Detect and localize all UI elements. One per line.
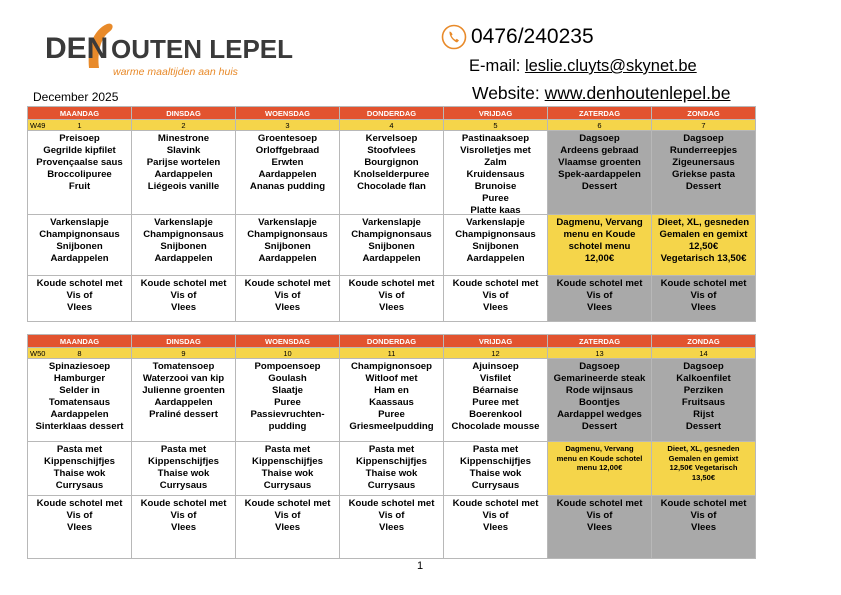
day-header: MAANDAG <box>28 107 132 120</box>
menu-item: Spek-aardappelen <box>558 169 641 180</box>
menu-item: Dagsoep <box>683 133 724 144</box>
menu-item: Vis of <box>482 510 509 521</box>
menu-item: Tomatensoep <box>152 361 215 372</box>
menu-item: Vlees <box>690 302 717 313</box>
menu-cell <box>236 496 340 559</box>
date-cell <box>28 348 132 359</box>
menu-item: Selder in <box>59 385 100 396</box>
menu-item: Thaise wok <box>53 468 106 479</box>
date-number: 4 <box>389 121 394 130</box>
menu-item: Julienne groenten <box>142 385 225 396</box>
menu-item: Groentesoep <box>257 133 318 144</box>
menu-item: Pasta met <box>160 444 207 455</box>
menu-item: Vlees <box>482 302 509 313</box>
contact-website <box>472 83 730 104</box>
menu-cell <box>548 442 652 496</box>
menu-item: Spinaziesoep <box>48 361 111 372</box>
menu-item: Vlees <box>66 522 93 533</box>
menu-item: Slavink <box>166 145 201 156</box>
day-header: ZATERDAG <box>548 335 652 348</box>
menu-item: Dagmenu, Vervang <box>565 444 634 453</box>
menu-cell <box>340 442 444 496</box>
menu-item: Varkenslapje <box>154 217 213 228</box>
menu-item: Orloffgebraad <box>255 145 320 156</box>
menu-cell <box>548 276 652 322</box>
menu-item: Erwten <box>271 157 304 168</box>
email-label: E-mail: <box>469 57 521 75</box>
menu-item: Vis of <box>66 290 93 301</box>
menu-item: Preisoep <box>59 133 100 144</box>
menu-item: Hamburger <box>53 373 106 384</box>
menu-item: 12,50€ <box>688 241 719 252</box>
contact-phone <box>441 24 594 50</box>
date-cell <box>548 120 652 131</box>
menu-item: Tomatensaus <box>48 397 111 408</box>
menu-item: Currysaus <box>55 480 104 491</box>
menu-item: Champignonsaus <box>455 229 536 240</box>
menu-item: Visrolletjes met <box>460 145 531 156</box>
menu-item: Aardappelen <box>362 253 421 264</box>
menu-cell <box>236 215 340 276</box>
date-cell <box>548 348 652 359</box>
menu-item: Brunoise <box>474 181 517 192</box>
menu-item: Kippenschijfjes <box>252 456 323 467</box>
menu-cell <box>652 442 756 496</box>
menu-item: Vis of <box>170 510 197 521</box>
menu-item: Kaassaus <box>369 397 414 408</box>
menu-item: Dessert <box>685 181 722 192</box>
phone-icon <box>441 24 467 50</box>
menu-item: Witloof met <box>365 373 418 384</box>
day-header: WOENSDAG <box>236 335 340 348</box>
menu-item: Vlees <box>170 302 197 313</box>
menu-item: Koude schotel met <box>348 278 435 289</box>
menu-cell <box>132 215 236 276</box>
logo-text-den: DEN <box>45 32 109 65</box>
menu-item: Pasta met <box>56 444 103 455</box>
menu-cell <box>28 131 132 215</box>
menu-item: Fruit <box>68 181 91 192</box>
menu-item: Vis of <box>274 510 301 521</box>
menu-item: Vlaamse groenten <box>558 157 641 168</box>
date-cell <box>652 348 756 359</box>
menu-item: schotel menu <box>568 241 631 252</box>
date-cell <box>444 120 548 131</box>
menu-item: Champignonsoep <box>350 361 432 372</box>
menu-item: Vis of <box>482 290 509 301</box>
day-header: ZATERDAG <box>548 107 652 120</box>
menu-item: Zalm <box>484 157 507 168</box>
menu-item: Rode wijnsaus <box>565 385 634 396</box>
menu-item: Dagmenu, Vervang <box>556 217 643 228</box>
menu-item: Dagsoep <box>683 361 724 372</box>
date-cell <box>236 120 340 131</box>
menu-item: Ananas pudding <box>249 181 326 192</box>
menu-item: Kippenschijfjes <box>460 456 531 467</box>
menu-item: Gegrilde kipfilet <box>43 145 116 156</box>
menu-item: Dessert <box>685 421 722 432</box>
phone-number: 0476/240235 <box>471 25 594 48</box>
menu-cell <box>340 276 444 322</box>
week-number: W49 <box>30 121 46 130</box>
menu-item: Chocolade flan <box>357 181 426 192</box>
date-number: 9 <box>181 349 186 358</box>
menu-item: Waterzooi van kip <box>142 373 225 384</box>
menu-item: Aardappel wedges <box>557 409 642 420</box>
menu-item: Vlees <box>170 522 197 533</box>
menu-item: Snijbonen <box>160 241 207 252</box>
menu-item: Provençaalse saus <box>36 157 123 168</box>
menu-item: Gemarineerde steak <box>553 373 646 384</box>
week-number: W50 <box>30 349 46 358</box>
menu-cell <box>548 131 652 215</box>
menu-item: Vlees <box>690 522 717 533</box>
menu-cell <box>652 215 756 276</box>
menu-item: Kippenschijfjes <box>356 456 427 467</box>
menu-item: Vis of <box>586 290 613 301</box>
menu-cell <box>132 276 236 322</box>
menu-item: Aardappelen <box>154 169 213 180</box>
date-number: 2 <box>181 121 186 130</box>
menu-cell <box>548 215 652 276</box>
menu-item: Snijbonen <box>472 241 519 252</box>
menu-cell <box>340 131 444 215</box>
date-cell <box>340 348 444 359</box>
date-number: 6 <box>597 121 602 130</box>
menu-item: Béarnaise <box>472 385 519 396</box>
menu-item: Dieet, XL, gesneden <box>667 444 740 453</box>
menu-item: Snijbonen <box>56 241 103 252</box>
contact-email <box>469 57 697 76</box>
date-number: 7 <box>701 121 706 130</box>
menu-cell <box>548 496 652 559</box>
menu-item: Champignonsaus <box>143 229 224 240</box>
week-w50 <box>27 334 756 559</box>
menu-item: Vis of <box>690 510 717 521</box>
menu-item: Koude schotel met <box>140 278 227 289</box>
menu-item: Zigeunersaus <box>672 157 735 168</box>
day-header: WOENSDAG <box>236 107 340 120</box>
page-number: 1 <box>417 560 424 572</box>
menu-cell <box>132 496 236 559</box>
menu-item: Goulash <box>268 373 307 384</box>
menu-item: Pompoensoep <box>254 361 321 372</box>
menu-item: Varkenslapje <box>50 217 109 228</box>
menu-item: Vlees <box>482 522 509 533</box>
menu-item: Champignonsaus <box>247 229 328 240</box>
menu-cell <box>652 359 756 442</box>
menu-item: Vlees <box>274 522 301 533</box>
menu-item: Currysaus <box>471 480 520 491</box>
menu-item: Pastinaaksoep <box>461 133 530 144</box>
day-header: VRIJDAG <box>444 335 548 348</box>
menu-item: Koude schotel met <box>660 278 747 289</box>
menu-item: Puree met <box>472 397 519 408</box>
menu-item: Kippenschijfjes <box>148 456 219 467</box>
menu-item: Koude schotel met <box>660 498 747 509</box>
menu-item: Thaise wok <box>469 468 522 479</box>
menu-item: Snijbonen <box>264 241 311 252</box>
week-w49 <box>27 106 756 322</box>
menu-item: Thaise wok <box>157 468 210 479</box>
menu-cell <box>132 442 236 496</box>
date-number: 13 <box>595 349 604 358</box>
menu-item: Vis of <box>170 290 197 301</box>
menu-item: Vis of <box>274 290 301 301</box>
menu-item: Broccolipuree <box>47 169 112 180</box>
menu-item: menu en Koude <box>563 229 636 240</box>
menu-item: Varkenslapje <box>258 217 317 228</box>
menu-item: Champignonsaus <box>351 229 432 240</box>
month-label: December 2025 <box>33 90 119 104</box>
date-number: 5 <box>493 121 498 130</box>
day-header: DONDERDAG <box>340 335 444 348</box>
menu-cell <box>28 359 132 442</box>
menu-cell <box>444 215 548 276</box>
menu-item: Thaise wok <box>365 468 418 479</box>
menu-item: Liégeois vanille <box>147 181 220 192</box>
date-cell <box>444 348 548 359</box>
menu-item: Kervelsoep <box>365 133 418 144</box>
menu-item: Vlees <box>378 522 405 533</box>
menu-item: Gemalen en gemixt <box>668 453 739 463</box>
menu-item: Visfilet <box>479 373 512 384</box>
day-header: DONDERDAG <box>340 107 444 120</box>
menu-item: Vlees <box>378 302 405 313</box>
day-header: ZONDAG <box>652 335 756 348</box>
logo <box>41 18 294 88</box>
menu-item: 12,00€ <box>584 253 615 264</box>
menu-cell <box>28 442 132 496</box>
menu-item: Dieet, XL, gesneden <box>657 217 750 228</box>
menu-cell <box>548 359 652 442</box>
menu-item: Dagsoep <box>579 133 620 144</box>
menu-item: Koude schotel met <box>244 498 331 509</box>
menu-item: Parijse wortelen <box>146 157 221 168</box>
menu-item: Varkenslapje <box>362 217 421 228</box>
menu-item: Aardappelen <box>466 253 525 264</box>
menu-item: Currysaus <box>263 480 312 491</box>
menu-item: Slaatje <box>272 385 303 396</box>
menu-item: Vis of <box>378 290 405 301</box>
menu-item: Passievruchten- <box>250 409 325 420</box>
menu-item: Koude schotel met <box>556 278 643 289</box>
date-number: 1 <box>77 121 82 130</box>
date-number: 14 <box>699 349 708 358</box>
menu-cell <box>652 276 756 322</box>
menu-item: Rijst <box>693 409 714 420</box>
date-cell <box>340 120 444 131</box>
date-cell <box>132 348 236 359</box>
menu-cell <box>28 496 132 559</box>
menu-item: Vlees <box>274 302 301 313</box>
menu-cell <box>652 131 756 215</box>
logo-tagline: warme maaltijden aan huis <box>113 66 238 78</box>
menu-item: Koude schotel met <box>556 498 643 509</box>
menu-item: Currysaus <box>159 480 208 491</box>
menu-item: Griekse pasta <box>672 169 735 180</box>
menu-cell <box>444 442 548 496</box>
menu-item: Snijbonen <box>368 241 415 252</box>
menu-item: Ham en <box>374 385 409 396</box>
menu-item: Koude schotel met <box>244 278 331 289</box>
menu-cell <box>28 276 132 322</box>
menu-cell <box>340 496 444 559</box>
menu-item: Sinterklaas dessert <box>35 421 124 432</box>
date-number: 12 <box>491 349 500 358</box>
menu-item: Currysaus <box>367 480 416 491</box>
menu-item: Runderreepjes <box>669 145 738 156</box>
menu-item: 12,50€ Vegetarisch <box>669 463 738 472</box>
menu-cell <box>236 442 340 496</box>
menu-item: Puree <box>482 193 509 204</box>
menu-item: Vlees <box>66 302 93 313</box>
menu-item: Kippenschijfjes <box>44 456 115 467</box>
menu-cell <box>444 359 548 442</box>
menu-item: Aardappelen <box>154 253 213 264</box>
menu-cell <box>236 131 340 215</box>
menu-cell <box>444 276 548 322</box>
menu-cell <box>236 276 340 322</box>
menu-item: Griesmeelpudding <box>349 421 434 432</box>
logo-text-houten: OUTEN LEPEL <box>111 34 294 64</box>
menu-item: Praliné dessert <box>149 409 218 420</box>
menu-item: Vis of <box>66 510 93 521</box>
date-cell <box>28 120 132 131</box>
email-link[interactable]: leslie.cluyts@skynet.be <box>524 57 697 75</box>
menu-cell <box>236 359 340 442</box>
menu-item: Vlees <box>586 302 613 313</box>
menu-item: Koude schotel met <box>452 278 539 289</box>
menu-cell <box>444 131 548 215</box>
menu-item: Ajuinsoep <box>472 361 519 372</box>
menu-item: Ardeens gebraad <box>560 145 639 156</box>
menu-item: Bourgignon <box>364 157 419 168</box>
menu-item: Perziken <box>683 385 724 396</box>
menu-cell <box>340 359 444 442</box>
date-number: 3 <box>285 121 290 130</box>
menu-item: Koude schotel met <box>140 498 227 509</box>
menu-item: Thaise wok <box>261 468 314 479</box>
date-number: 8 <box>77 349 82 358</box>
menu-cell <box>28 215 132 276</box>
menu-item: Koude schotel met <box>36 498 123 509</box>
menu-cell <box>444 496 548 559</box>
day-header: DINSDAG <box>132 107 236 120</box>
menu-item: Vlees <box>586 522 613 533</box>
date-cell <box>132 120 236 131</box>
day-header: DINSDAG <box>132 335 236 348</box>
menu-item: Chocolade mousse <box>451 421 540 432</box>
menu-item: Pasta met <box>472 444 519 455</box>
menu-item: Pasta met <box>368 444 415 455</box>
day-header: MAANDAG <box>28 335 132 348</box>
date-cell <box>652 120 756 131</box>
menu-item: Puree <box>378 409 405 420</box>
menu-item: Knolselderpuree <box>353 169 430 180</box>
menu-item: Pasta met <box>264 444 311 455</box>
menu-item: menu en Koude schotel <box>556 453 643 463</box>
menu-item: Aardappelen <box>258 169 317 180</box>
menu-item: pudding <box>268 421 307 432</box>
menu-item: Dagsoep <box>579 361 620 372</box>
menu-item: Aardappelen <box>50 409 109 420</box>
menu-item: Vis of <box>690 290 717 301</box>
date-number: 10 <box>283 349 292 358</box>
menu-item: Platte kaas <box>470 205 521 216</box>
menu-item: menu 12,00€ <box>576 463 623 472</box>
menu-item: Minestrone <box>157 133 210 144</box>
menu-item: Fruitsaus <box>681 397 726 408</box>
menu-item: Aardappelen <box>154 397 213 408</box>
date-number: 11 <box>387 349 396 358</box>
menu-cell <box>652 496 756 559</box>
menu-item: Koude schotel met <box>36 278 123 289</box>
menu-item: Koude schotel met <box>452 498 539 509</box>
day-header: ZONDAG <box>652 107 756 120</box>
menu-item: Vegetarisch 13,50€ <box>660 253 747 264</box>
menu-item: Dessert <box>581 181 618 192</box>
menu-item: Boontjes <box>578 397 621 408</box>
menu-item: Vis of <box>586 510 613 521</box>
menu-cell <box>340 215 444 276</box>
date-cell <box>236 348 340 359</box>
menu-item: Vis of <box>378 510 405 521</box>
menu-item: Kruidensaus <box>466 169 525 180</box>
website-label: Website: <box>472 83 540 103</box>
menu-item: Kalkoenfilet <box>676 373 731 384</box>
menu-item: Aardappelen <box>50 253 109 264</box>
menu-item: Boerenkool <box>469 409 522 420</box>
menu-item: Puree <box>274 397 301 408</box>
menu-item: Koude schotel met <box>348 498 435 509</box>
menu-item: Aardappelen <box>258 253 317 264</box>
menu-cell <box>132 131 236 215</box>
menu-item: Dessert <box>581 421 618 432</box>
menu-item: Stoofvlees <box>367 145 416 156</box>
menu-item: Gemalen en gemixt <box>659 229 748 240</box>
website-link[interactable]: www.denhoutenlepel.be <box>544 83 731 103</box>
menu-item: Varkenslapje <box>466 217 525 228</box>
menu-item: Champignonsaus <box>39 229 120 240</box>
menu-cell <box>132 359 236 442</box>
menu-item: 13,50€ <box>691 472 716 482</box>
day-header: VRIJDAG <box>444 107 548 120</box>
